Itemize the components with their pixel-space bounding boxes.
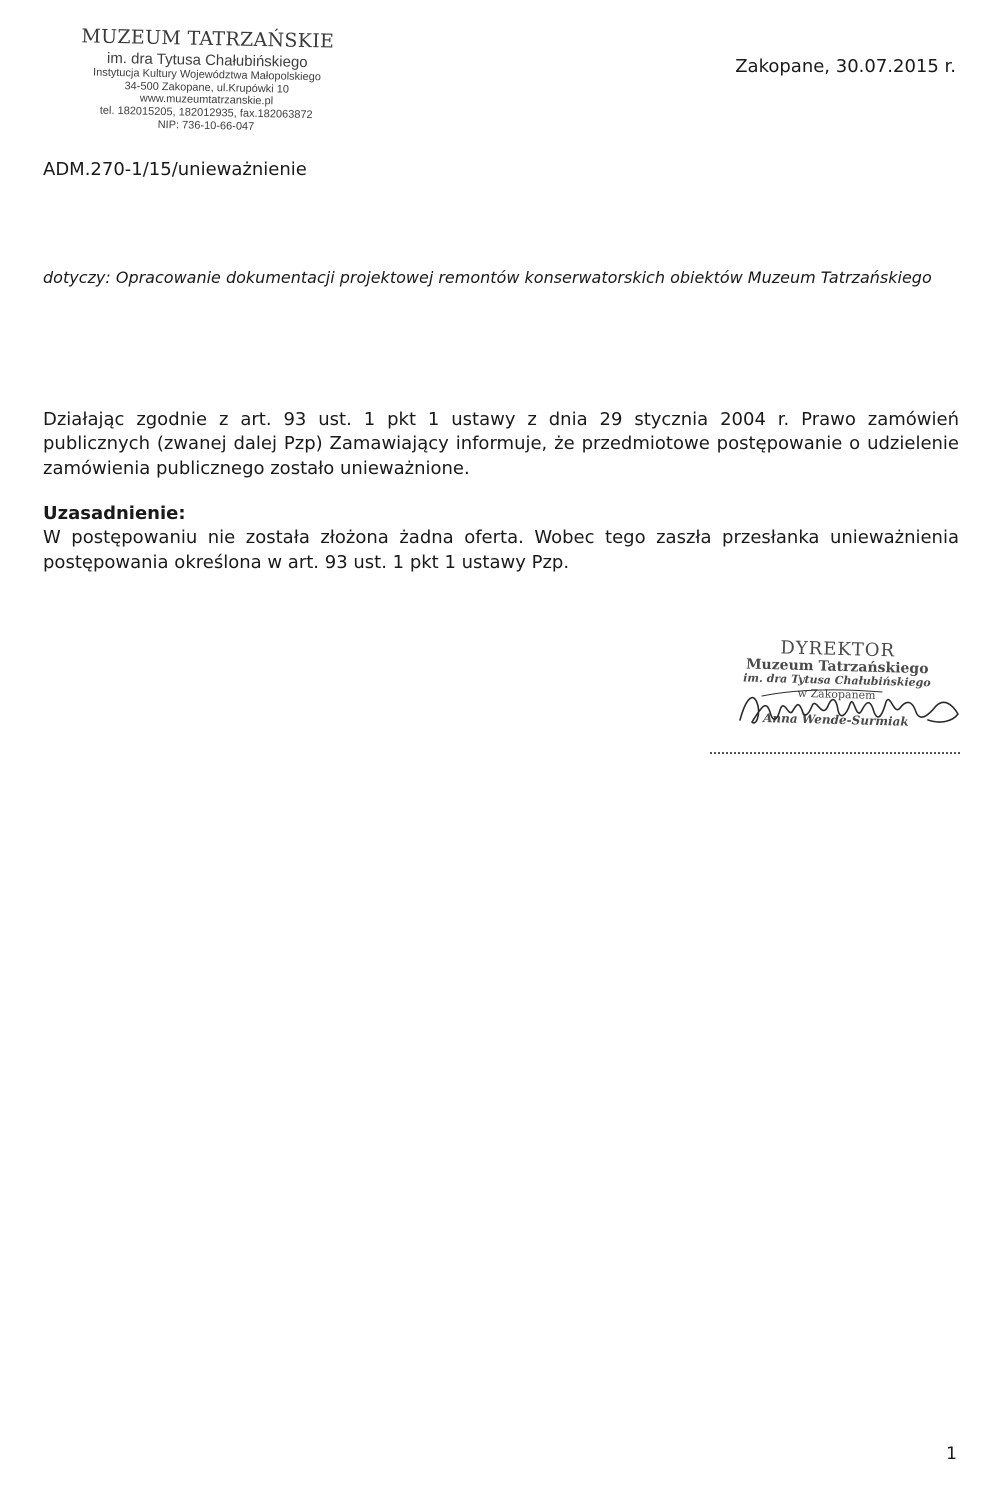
- signature-line: [710, 752, 960, 754]
- director-title: DYREKTOR: [780, 637, 896, 662]
- director-patron: im. dra Tytusa Chałubińskiego: [743, 671, 931, 690]
- museum-name: MUZEUM TATRZAŃSKIE: [81, 25, 335, 53]
- subject-label: dotyczy:: [43, 268, 111, 287]
- justification-text: W postępowaniu nie została złożona żadna oferta. Wobec tego zaszła przesłanka unieważnienia postępowania określona w art. 93 ust. 1 pkt 1 ustawy Pzp.: [43, 527, 959, 573]
- subject-text: Opracowanie dokumentacji projektowej remontów konserwatorskich obiektów Muzeum Tatrzańskiego: [115, 268, 932, 287]
- museum-patron: im. dra Tytusa Chałubińskiego: [106, 49, 308, 71]
- handwritten-signature: [732, 676, 964, 740]
- justification-heading: Uzasadnienie:: [43, 503, 186, 524]
- director-city: w Zakopanem: [797, 686, 876, 702]
- director-museum: Muzeum Tatrzańskiego: [745, 656, 929, 678]
- museum-address: 34-500 Zakopane, ul.Krupówki 10: [124, 79, 290, 96]
- letterhead-stamp: [66, 26, 348, 135]
- director-name: Anna Wende-Surmiak: [762, 711, 909, 729]
- page-number: 1: [946, 1444, 957, 1464]
- justification-section: [43, 502, 959, 575]
- subject-line: [43, 266, 959, 289]
- document-date: Zakopane, 30.07.2015 r.: [735, 56, 956, 77]
- reference-number: ADM.270-1/15/unieważnienie: [43, 159, 307, 180]
- museum-institution: Instytucja Kultury Województwa Małopolskiego: [92, 66, 322, 84]
- museum-website: www.muzeumtatrzanskie.pl: [139, 92, 274, 108]
- museum-nip: NIP: 736-10-66-047: [157, 118, 255, 133]
- museum-phones: tel. 182015205, 182012935, fax.182063872: [99, 104, 313, 122]
- body-paragraph: Działając zgodnie z art. 93 ust. 1 pkt 1 ustawy z dnia 29 stycznia 2004 r. Prawo zamówień publicznych (zwanej dalej Pzp) Zamawiający informuje, że przedmiotowe postępowanie o udzielenie zamówienia publicznego zostało unieważnione.: [43, 409, 959, 479]
